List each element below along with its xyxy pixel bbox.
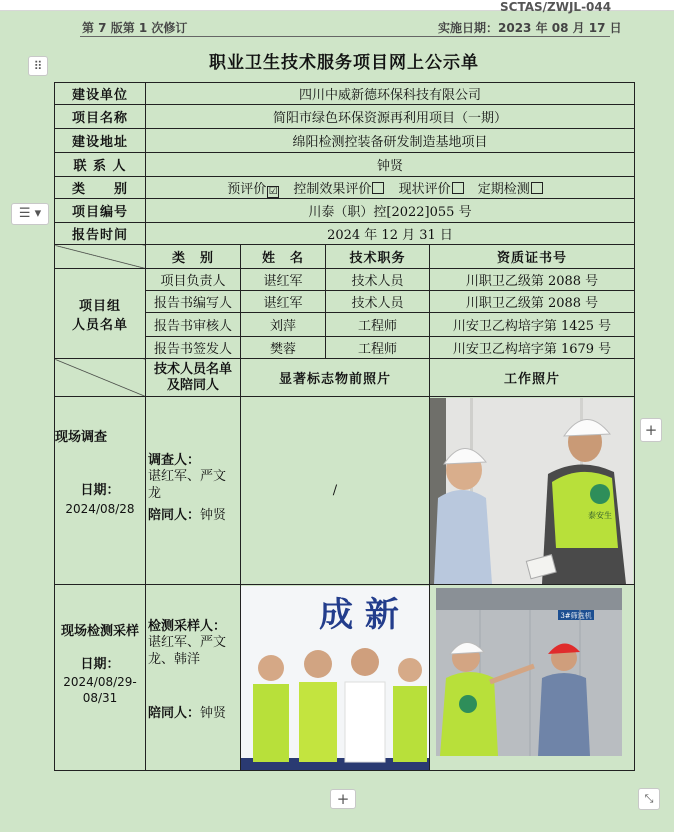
type-option-pre: 预评价 xyxy=(227,181,267,197)
photo-person-2-head xyxy=(304,650,332,678)
survey-companion-label: 陪同人： xyxy=(148,507,201,523)
survey-companion[interactable]: 钟贤 xyxy=(200,507,227,523)
member-name[interactable]: 刘萍 xyxy=(241,313,326,337)
type-option-control: 控制效果评价 xyxy=(293,181,372,197)
photo-vest-text: 泰安生 xyxy=(588,510,612,520)
type-options xyxy=(146,177,635,199)
sampling-companion-label: 陪同人： xyxy=(148,705,201,721)
header-name: 姓 名 xyxy=(241,245,326,269)
member-cert[interactable]: 川安卫乙构培字第 1679 号 xyxy=(430,337,635,359)
diagonal-cell-2 xyxy=(55,359,146,397)
landmark-placeholder: / xyxy=(332,483,338,498)
drag-handle-icon[interactable]: ⠿ xyxy=(28,56,48,76)
unit-value[interactable]: 四川中威新德环保科技有限公司 xyxy=(146,83,635,105)
project-value[interactable]: 简阳市绿色环保资源再利用项目（一期） xyxy=(146,105,635,129)
member-name[interactable]: 樊蓉 xyxy=(241,337,326,359)
row-report-time xyxy=(55,223,635,245)
row-address xyxy=(55,129,635,153)
survey-label: 现场调查 xyxy=(55,429,108,445)
contact-label: 联 系 人 xyxy=(55,153,146,177)
sampling-staff-cell xyxy=(146,585,241,771)
photo-sign-text: 成 新 xyxy=(319,594,399,635)
disclosure-table xyxy=(54,82,635,771)
effective-date: 实施日期：2023 年 08 月 17 日 xyxy=(438,21,622,35)
photo-vest-logo xyxy=(590,484,610,504)
survey-staff-cell xyxy=(146,397,241,585)
code-label: 项目编号 xyxy=(55,199,146,223)
address-value[interactable]: 绵阳检测控装备研发制造基地项目 xyxy=(146,129,635,153)
page-title: 职业卫生技术服务项目网上公示单 xyxy=(209,53,479,73)
photo-person-1-vest xyxy=(253,684,289,762)
sampling-companion[interactable]: 钟贤 xyxy=(200,705,227,721)
row-code xyxy=(55,199,635,223)
add-row-button[interactable]: + xyxy=(330,789,356,809)
code-value[interactable]: 川泰（职）控[2022]055 号 xyxy=(146,199,635,223)
version-text: 第 7 版第 1 次修订 xyxy=(82,21,188,35)
resize-table-icon[interactable]: ⤡ xyxy=(638,788,660,810)
photo-person-1-head xyxy=(258,655,284,681)
sampling-date-label: 日期： xyxy=(80,656,120,672)
group-label xyxy=(55,269,146,359)
add-column-button[interactable]: + xyxy=(640,418,662,442)
survey-date-label: 日期： xyxy=(80,482,120,498)
header-staff: 技术人员名单及陪同人 xyxy=(146,359,241,397)
member-title[interactable]: 工程师 xyxy=(326,313,430,337)
sampling-work-photo-cell xyxy=(430,585,635,771)
header-title: 技术职务 xyxy=(326,245,430,269)
photo-person-4-head xyxy=(398,658,422,682)
survey-work-photo-cell xyxy=(430,397,635,585)
photo-person-3-head xyxy=(351,648,379,676)
header-work: 工作照片 xyxy=(430,359,635,397)
member-cert[interactable]: 川职卫乙级第 2088 号 xyxy=(430,291,635,313)
address-label: 建设地址 xyxy=(55,129,146,153)
row-project xyxy=(55,105,635,129)
photo-worker-logo xyxy=(459,695,477,713)
checkbox-pre-evaluation[interactable]: ☑ xyxy=(268,185,278,197)
group-label-line1: 项目组 xyxy=(78,298,121,314)
report-time-label: 报告时间 xyxy=(55,223,146,245)
survey-row xyxy=(55,397,635,585)
header-role: 类 别 xyxy=(146,245,241,269)
type-label: 类 别 xyxy=(55,177,146,199)
member-name[interactable]: 谌红军 xyxy=(241,269,326,291)
photo-person-2-vest xyxy=(299,682,337,762)
investigators[interactable]: 谌红军、严文龙 xyxy=(148,468,227,501)
table-row xyxy=(55,269,635,291)
paragraph-menu-button[interactable]: ☰ ▾ xyxy=(11,203,49,225)
document-code: SCTAS/ZWJL-044 xyxy=(500,0,612,14)
member-name[interactable]: 谌红军 xyxy=(241,291,326,313)
header-cert: 资质证书号 xyxy=(430,245,635,269)
survey-label-cell xyxy=(55,397,146,585)
sampling-label-cell xyxy=(55,585,146,771)
row-contact xyxy=(55,153,635,177)
sampling-landmark-photo[interactable] xyxy=(241,586,429,770)
group-label-line2: 人员名单 xyxy=(71,317,128,333)
member-role[interactable]: 报告书审核人 xyxy=(146,313,241,337)
checkbox-status-evaluation[interactable] xyxy=(452,182,464,194)
checkbox-periodic-detection[interactable] xyxy=(531,182,543,194)
photo-person-4-vest xyxy=(393,686,427,762)
photo-machine-top xyxy=(436,588,622,610)
member-cert[interactable]: 川职卫乙级第 2088 号 xyxy=(430,269,635,291)
sampling-row xyxy=(55,585,635,771)
sampling-label: 现场检测采样 xyxy=(60,623,139,639)
type-option-periodic: 定期检测 xyxy=(477,181,530,197)
photo-worker-vest xyxy=(440,672,498,756)
contact-value[interactable]: 钟贤 xyxy=(146,153,635,177)
member-role[interactable]: 项目负责人 xyxy=(146,269,241,291)
photo-worker-right-vest xyxy=(552,471,618,547)
diagonal-cell xyxy=(55,245,146,269)
member-cert[interactable]: 川安卫乙构培字第 1425 号 xyxy=(430,313,635,337)
sampling-date: 2024/08/29-08/31 xyxy=(63,674,137,705)
row-unit xyxy=(55,83,635,105)
member-role[interactable]: 报告书编写人 xyxy=(146,291,241,313)
report-time-value[interactable]: 2024 年 12 月 31 日 xyxy=(146,223,635,245)
photo-header-row xyxy=(55,359,635,397)
samplers[interactable]: 谌红军、严文龙、韩洋 xyxy=(148,634,227,667)
survey-work-photo[interactable] xyxy=(430,398,633,584)
sampler-label: 检测采样人： xyxy=(148,618,227,634)
survey-landmark-cell xyxy=(241,397,430,585)
investigator-label: 调查人： xyxy=(148,452,201,468)
header-landmark: 显著标志物前照片 xyxy=(241,359,430,397)
sampling-work-photo[interactable] xyxy=(430,586,633,770)
member-role[interactable]: 报告书签发人 xyxy=(146,337,241,359)
row-type xyxy=(55,177,635,199)
type-option-status: 现状评价 xyxy=(398,181,451,197)
checkbox-control-effect[interactable] xyxy=(372,182,384,194)
photo-worker-left-shirt xyxy=(434,490,492,584)
members-header-row xyxy=(55,245,635,269)
member-title[interactable]: 技术人员 xyxy=(326,291,430,313)
photo-person-3-shirt xyxy=(345,682,385,762)
photo-machine-tag: 3#筛选机 xyxy=(560,611,592,620)
unit-label: 建设单位 xyxy=(55,83,146,105)
member-title[interactable]: 技术人员 xyxy=(326,269,430,291)
survey-date: 2024/08/28 xyxy=(65,501,135,516)
photo-person-jacket xyxy=(538,673,590,756)
sampling-landmark-cell xyxy=(241,585,430,771)
member-title[interactable]: 工程师 xyxy=(326,337,430,359)
project-label: 项目名称 xyxy=(55,105,146,129)
header-rule xyxy=(80,36,610,37)
